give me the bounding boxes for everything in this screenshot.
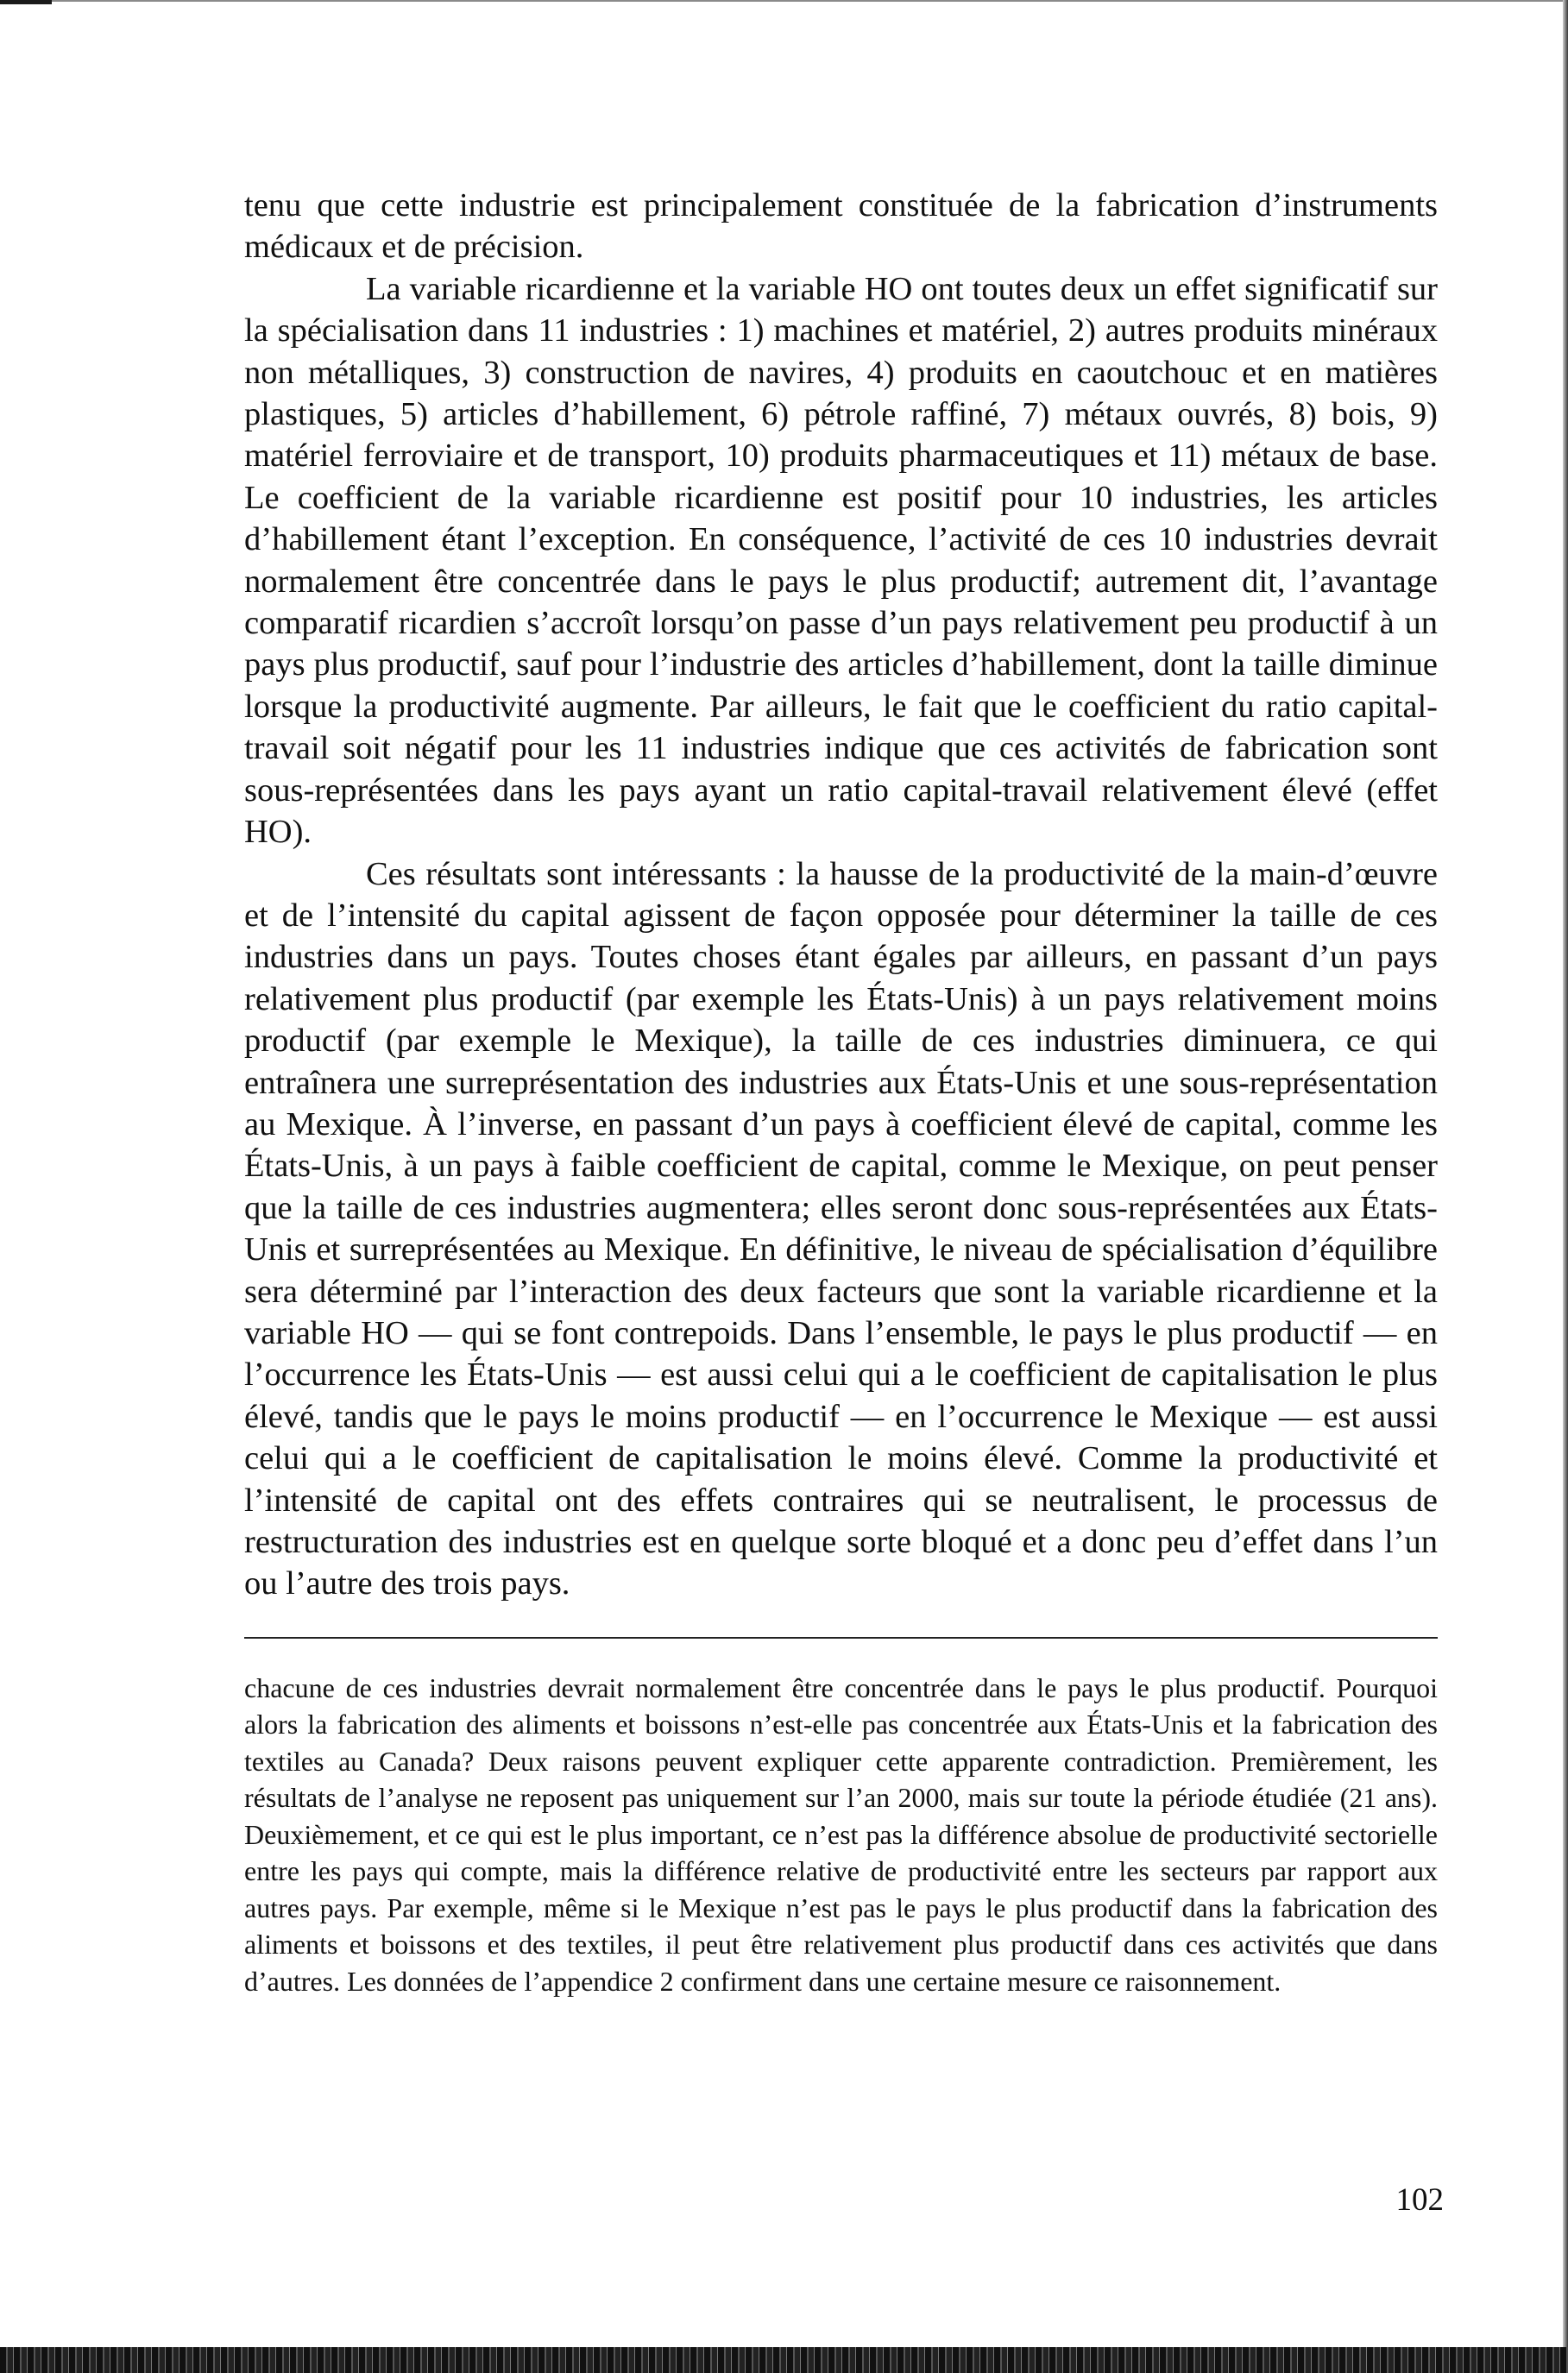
scan-right-edge <box>1563 0 1568 2373</box>
body-text <box>244 185 1438 1605</box>
scan-top-mark <box>0 0 52 4</box>
paragraph-continued: tenu que cette industrie est principalement constituée de la fabrication d’instruments médicaux et de précision. <box>244 187 1438 266</box>
scan-top-border <box>52 0 1568 2</box>
scan-bottom-edge <box>0 2347 1568 2373</box>
document-page <box>244 185 1438 1999</box>
paragraph-ricardian-ho: La variable ricardienne et la variable HO ont toutes deux un effet significatif sur la spécialisation dans 11 industries : 1) machines et matériel, 2) autres produits minéraux non métalliques, 3) construction de navires, 4) produits en caoutchouc et en matières plastiques, 5) articles d’habillement, 6) pétrole raffiné, 7) métaux ouvrés, 8) bois, 9) matériel ferroviaire et de transport, 10) produits pharmaceutiques et 11) métaux de base. Le coefficient de la variable ricardienne est positif pour 10 industries, les articles d’habillement étant l’exception. En conséquence, l’activité de ces 10 industries devrait normalement être concentrée dans le pays le plus productif; autrement dit, l’avantage comparatif ricardien s’accroît lorsqu’on passe d’un pays relativement peu productif à un pays plus productif, sauf pour l’industrie des articles d’habillement, dont la taille diminue lorsque la productivité augmente. Par ailleurs, le fait que le coefficient du ratio capital-travail soit négatif pour les 11 industries indique que ces activités de fabrication sont sous-représentées dans les pays ayant un ratio capital-travail relativement élevé (effet HO). <box>244 270 1438 851</box>
paragraph-results: Ces résultats sont intéressants : la hausse de la productivité de la main-d’œuvre et de l’intensité du capital agissent de façon opposée pour déterminer la taille de ces industries dans un pays. Toutes choses étant égales par ailleurs, en passant d’un pays relativement plus productif (par exemple les États-Unis) à un pays relativement moins productif (par exemple le Mexique), la taille de ces industries diminuera, ce qui entraînera une surreprésentation des industries aux États-Unis et une sous-représentation au Mexique. À l’inverse, en passant d’un pays à coefficient élevé de capital, comme les États-Unis, à un pays à faible coefficient de capital, comme le Mexique, on peut penser que la taille de ces industries augmentera; elles seront donc sous-représentées aux États-Unis et surreprésentées au Mexique. En définitive, le niveau de spécialisation d’équilibre sera déterminé par l’interaction des deux facteurs que sont la variable ricardienne et la variable HO — qui se font contrepoids. Dans l’ensemble, le pays le plus productif — en l’occurrence les États-Unis — est aussi celui qui a le coefficient de capitalisation le plus élevé, tandis que le pays le moins productif — en l’occurrence le Mexique — est aussi celui qui a le coefficient de capitalisation le moins élevé. Comme la productivité et l’intensité de capital ont des effets contraires qui se neutralisent, le processus de restructuration des industries est en quelque sorte bloqué et a donc peu d’effet dans l’un ou l’autre des trois pays. <box>244 855 1438 1602</box>
footnote: chacune de ces industries devrait normalement être concentrée dans le pays le plus productif. Pourquoi alors la fabrication des aliments et boissons n’est-elle pas concentrée aux États-Unis et la fabrication des textiles au Canada? Deux raisons peuvent expliquer cette apparente contradiction. Premièrement, les résultats de l’analyse ne reposent pas uniquement sur l’an 2000, mais sur toute la période étudiée (21 ans). Deuxièmement, et ce qui est le plus important, ce n’est pas la différence absolue de productivité sectorielle entre les pays qui compte, mais la différence relative de productivité entre les secteurs par rapport aux autres pays. Par exemple, même si le Mexique n’est pas le pays le plus productif dans la fabrication des aliments et boissons et des textiles, il peut être relativement plus productif dans ces activités que dans d’autres. Les données de l’appendice 2 confirment dans une certaine mesure ce raisonnement. <box>244 1671 1438 1997</box>
page-number: 102 <box>1395 2182 1444 2218</box>
footnote-separator <box>244 1637 1438 1639</box>
